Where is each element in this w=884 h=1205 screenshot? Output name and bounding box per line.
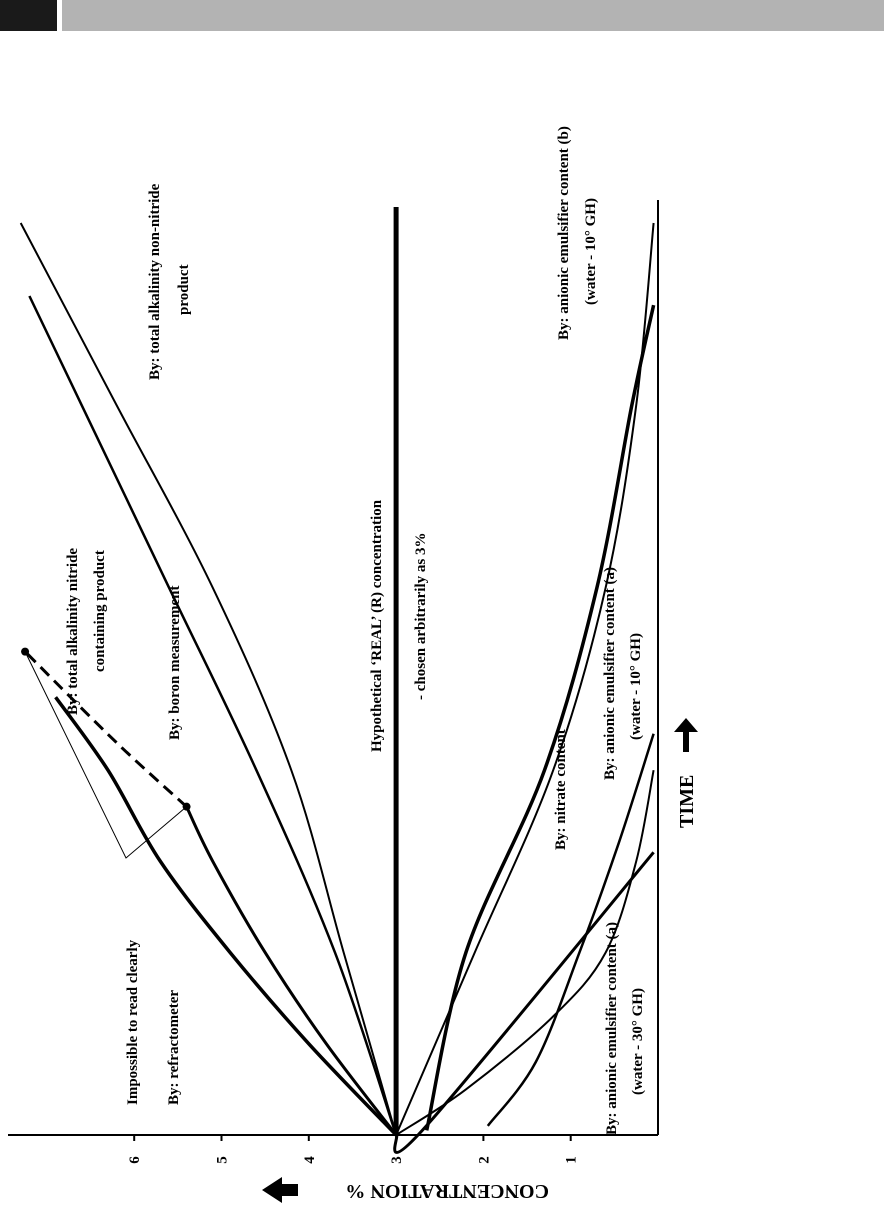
series-line-1 [187, 807, 397, 1135]
label-alk-non-nitride-1: By: total alkalinity non-nitride [147, 183, 163, 380]
tick-label-3: 3 [389, 1156, 406, 1164]
tick-label-1: 1 [563, 1156, 580, 1164]
tick-label-2: 2 [476, 1156, 493, 1164]
tick-label-6: 6 [127, 1156, 144, 1164]
label-anionic-a-30-1: By: anionic emulsifier content (a) [604, 921, 620, 1135]
label-anionic-a-10-1: By: anionic emulsifier content (a) [602, 566, 618, 780]
label-alk-nitride-2: containing product [92, 550, 108, 672]
label-alk-nitride-1: By: total alkalinity nitride [65, 547, 81, 715]
label-anionic-a-10-2: (water - 10° GH) [628, 633, 644, 740]
label-refractometer: By: refractometer [166, 989, 182, 1105]
label-anionic-a-30-2: (water - 30° GH) [630, 988, 646, 1095]
x-axis-title: TIME [676, 774, 698, 828]
label-impossible: Impossible to read clearly [125, 939, 141, 1105]
y-axis-title: CONCENTRATION % [345, 1180, 549, 1202]
label-alk-non-nitride-2: product [176, 264, 192, 315]
label-real-concentration: Hypothetical ‘REAL’ (R) concentration [369, 499, 385, 752]
unclear-leader-line [25, 652, 187, 858]
concentration-arrow-icon [262, 1177, 298, 1203]
series-line-9 [488, 734, 654, 1126]
label-boron: By: boron measurement [167, 585, 183, 740]
time-arrow-icon [674, 718, 698, 752]
series-line-2 [25, 652, 187, 807]
series-line-3 [29, 296, 396, 1135]
label-real-note: - chosen arbitrarily as 3% [413, 532, 429, 700]
label-anionic-b-2: (water - 10° GH) [583, 198, 599, 305]
tick-label-5: 5 [214, 1156, 231, 1164]
tick-label-4: 4 [301, 1156, 318, 1164]
label-nitrate: By: nitrate content [553, 729, 569, 850]
label-anionic-b-1: By: anionic emulsifier content (b) [556, 126, 572, 340]
